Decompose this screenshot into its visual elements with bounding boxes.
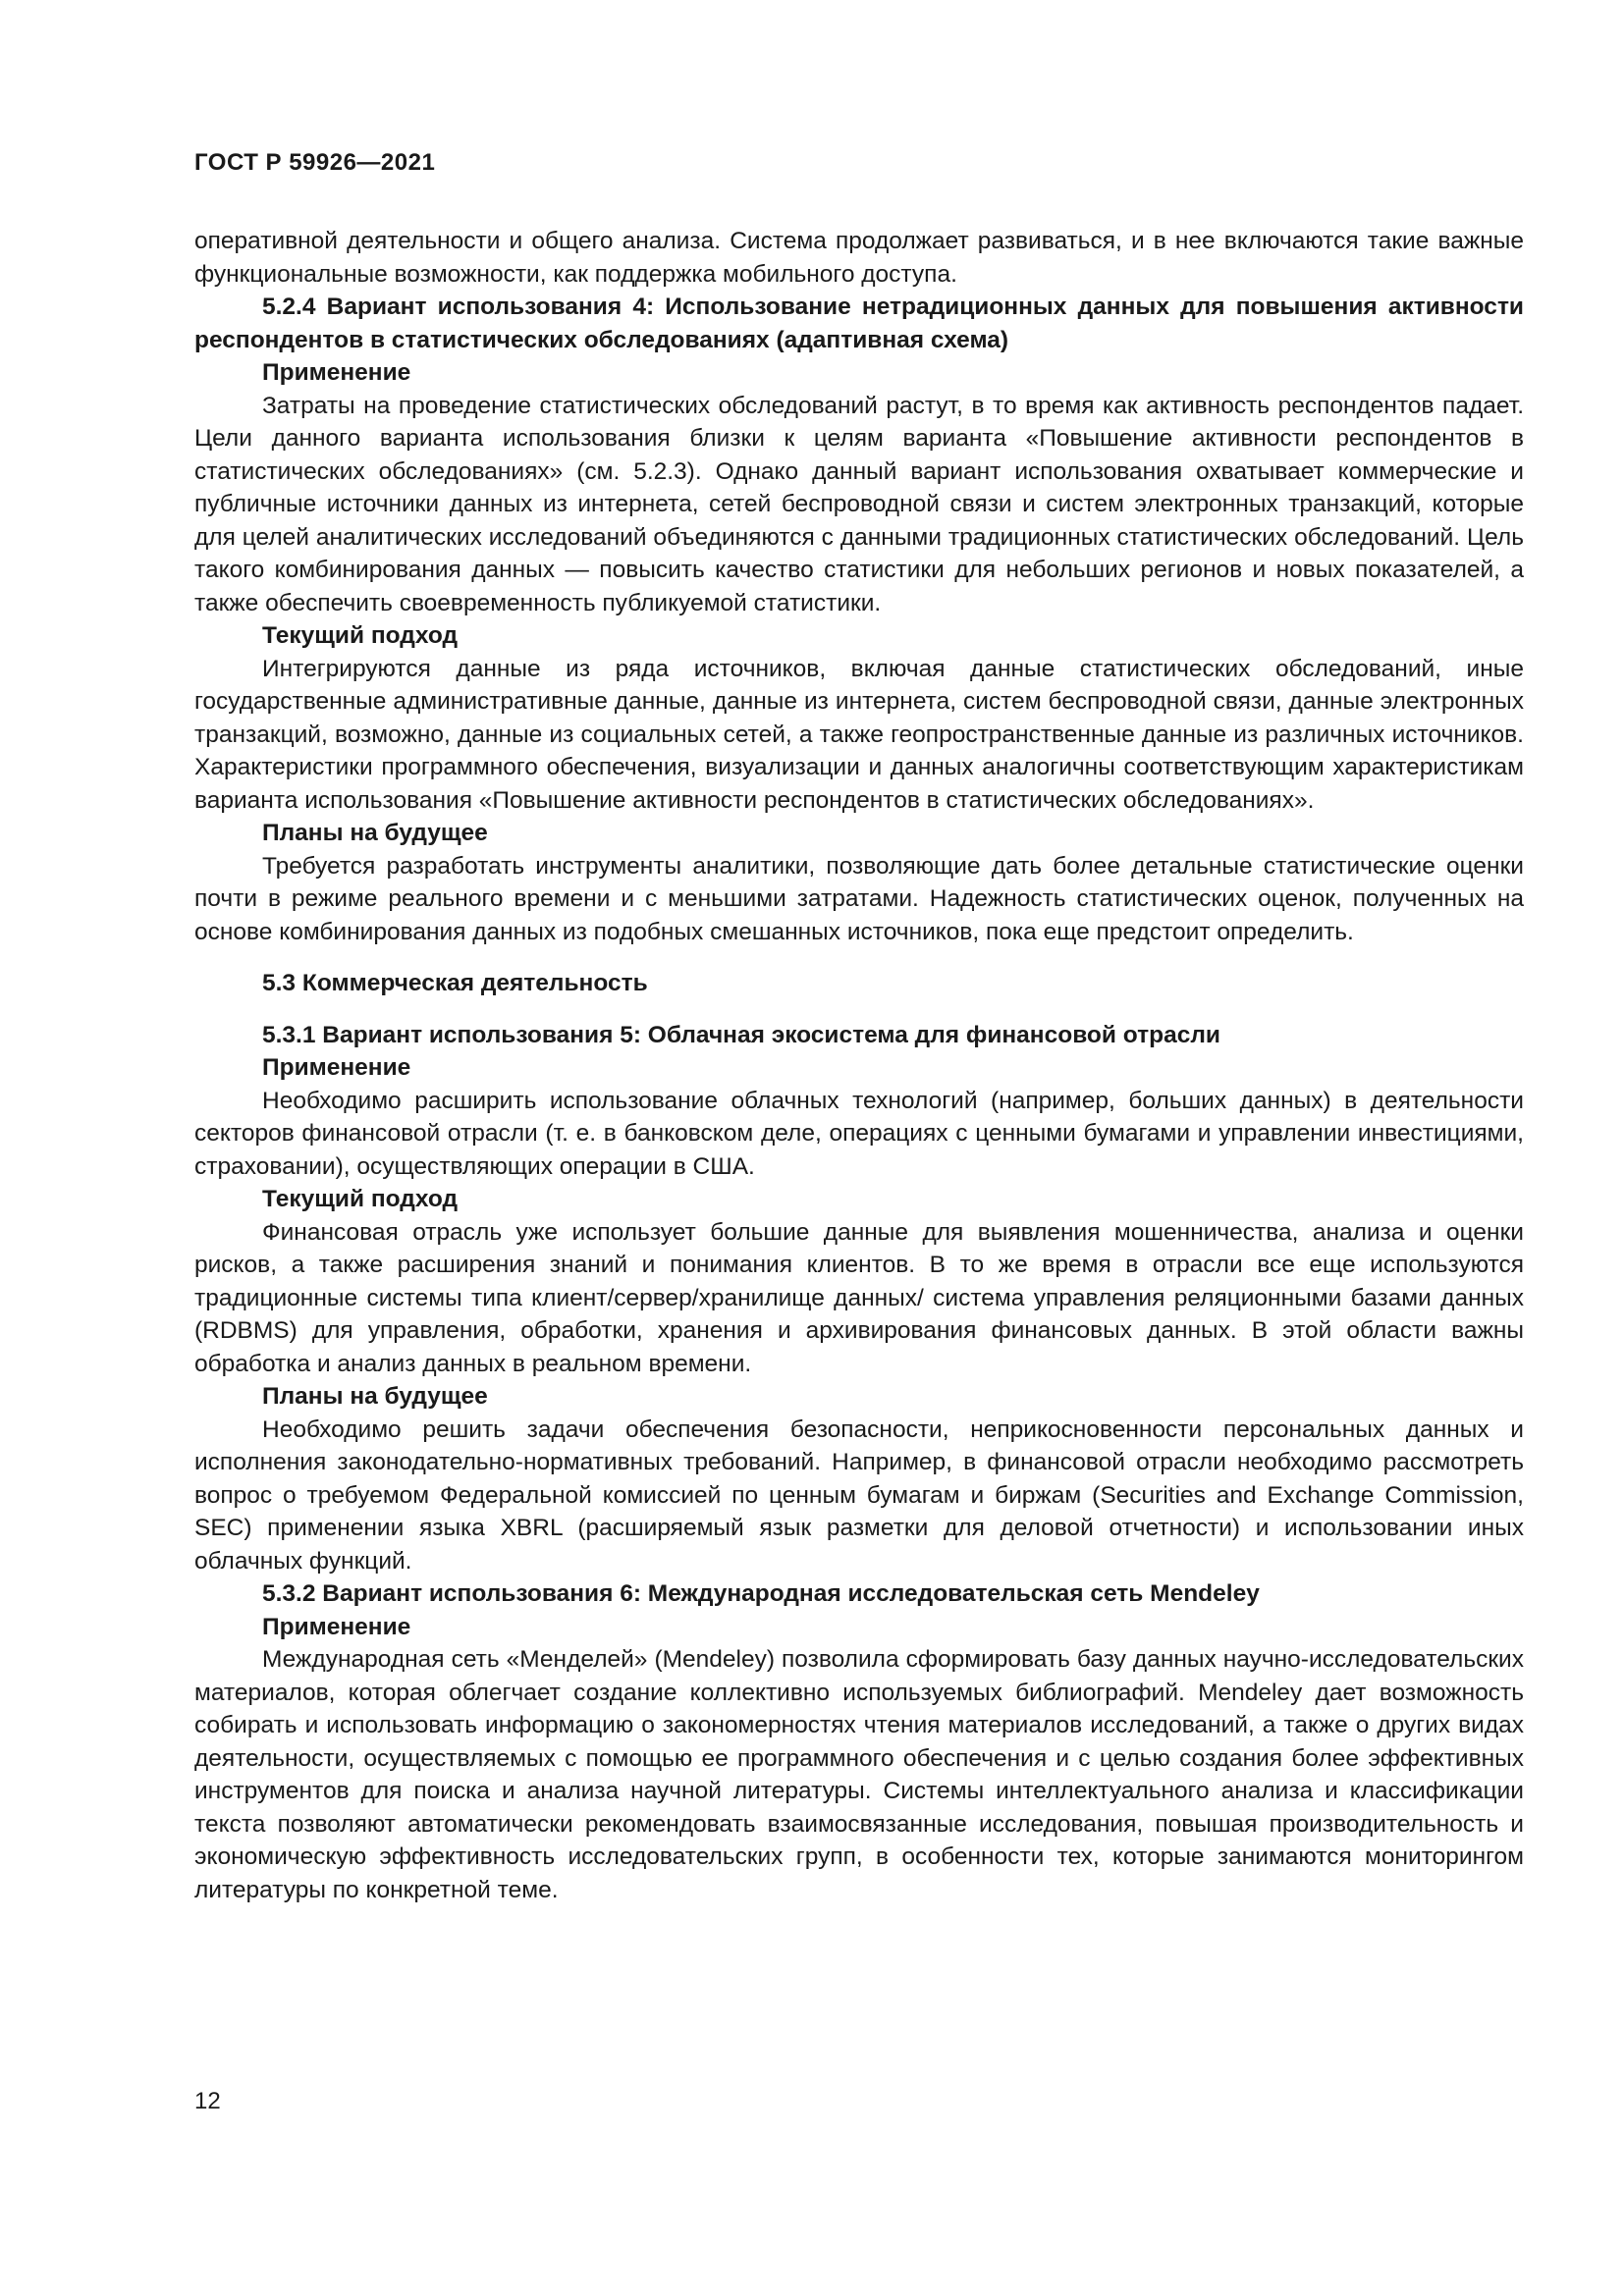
page-number: 12 [194,2088,221,2114]
heading-5-2-4: 5.2.4 Вариант использования 4: Использование нетрадиционных данных для повышения активности респондентов в статистических обследованиях (адаптивная схема) [194,294,1524,353]
subheading-application: Применение [262,1613,411,1640]
paragraph-5-3-1-current: Финансовая отрасль уже использует большие данные для выявления мошенничества, анализа и оценки рисков, а также расширения знаний и понимания клиентов. В то же время в отрасли все еще используются традиционные системы типа клиент/сервер/хранилище данных/ система управления реляционными базами данных (RDBMS) для управления, обработки, хранения и архивирования финансовых данных. В этой области важны обработка и анализ данных в реальном времени. [194,1218,1524,1377]
subheading-future-plans: Планы на будущее [262,820,488,846]
heading-5-3-1: 5.3.1 Вариант использования 5: Облачная экосистема для финансовой отрасли [262,1021,1220,1048]
heading-5-3: 5.3 Коммерческая деятельность [262,970,648,996]
subheading-application: Применение [262,359,411,386]
paragraph-5-2-4-future: Требуется разработать инструменты аналитики, позволяющие дать более детальные статистические оценки почти в режиме реального времени и с меньшими затратами. Надежность статистических оценок, полученных на основе комбинирования данных из подобных смешанных источников, пока еще предстоит определить. [194,852,1524,945]
document-body [194,225,1524,1906]
subheading-current-approach: Текущий подход [262,622,459,649]
subheading-application: Применение [262,1054,411,1081]
paragraph-5-2-4-current: Интегрируются данные из ряда источников, включая данные статистических обследований, иные государственные административные данные, данные из интернета, систем беспроводной связи, данные электронных транзакций, возможно, данные из социальных сетей, а также геопространственные данные из различных источников. Характеристики программного обеспечения, визуализации и данных аналогичны соответствующим характеристикам варианта использования «Повышение активности респондентов в статистических обследованиях». [194,655,1524,814]
paragraph-5-3-1-future: Необходимо решить задачи обеспечения безопасности, неприкосновенности персональных данных и исполнения законодательно-нормативных требований. Например, в финансовой отрасли необходимо рассмотреть вопрос о требуемом Федеральной комиссией по ценным бумагам и биржам (Securities and Exchange Commission, SEC) применении языка XBRL (расширяемый язык разметки для деловой отчетности) и использовании иных облачных функций. [194,1415,1524,1575]
heading-5-3-2: 5.3.2 Вариант использования 6: Международная исследовательская сеть Mendeley [262,1580,1260,1607]
subheading-future-plans: Планы на будущее [262,1383,488,1410]
paragraph-5-3-2-application: Международная сеть «Менделей» (Mendeley) позволила сформировать базу данных научно-исследовательских материалов, которая облегчает создание коллективно используемых библиографий. Mendeley дает возможность собирать и использовать информацию о закономерностях чтения материалов исследований, а также о других видах деятельности, осуществляемых с помощью ее программного обеспечения и с целью создания более эффективных инструментов для поиска и анализа научной литературы. Системы интеллектуального анализа и классификации текста позволяют автоматически рекомендовать взаимосвязанные исследования, повышая производительность и экономическую эффективность исследовательских групп, в особенности тех, которые занимаются мониторингом литературы по конкретной теме. [194,1646,1524,1903]
subheading-current-approach: Текущий подход [262,1186,459,1212]
document-header-standard-id: ГОСТ Р 59926—2021 [194,149,436,176]
paragraph-5-2-4-application: Затраты на проведение статистических обследований растут, в то время как активность респондентов падает. Цели данного варианта использования близки к целям варианта «Повышение активности респондентов в статистических обследованиях» (см. 5.2.3). Однако данный вариант использования охватывает коммерческие и публичные источники данных из интернета, сетей беспроводной связи и систем электронных транзакций, которые для целей аналитических исследований объединяются с данными традиционных статистических обследований. Цель такого комбинирования данных — повысить качество статистики для небольших регионов и новых показателей, а также обеспечить своевременность публикуемой статистики. [194,392,1524,616]
paragraph-5-3-1-application: Необходимо расширить использование облачных технологий (например, больших данных) в деятельности секторов финансовой отрасли (т. е. в банковском деле, операциях с ценными бумагами и управлении инвестициями, страховании), осуществляющих операции в США. [194,1087,1524,1180]
paragraph-continuation: оперативной деятельности и общего анализа. Система продолжает развиваться, и в нее включаются такие важные функциональные возможности, как поддержка мобильного доступа. [194,228,1524,288]
